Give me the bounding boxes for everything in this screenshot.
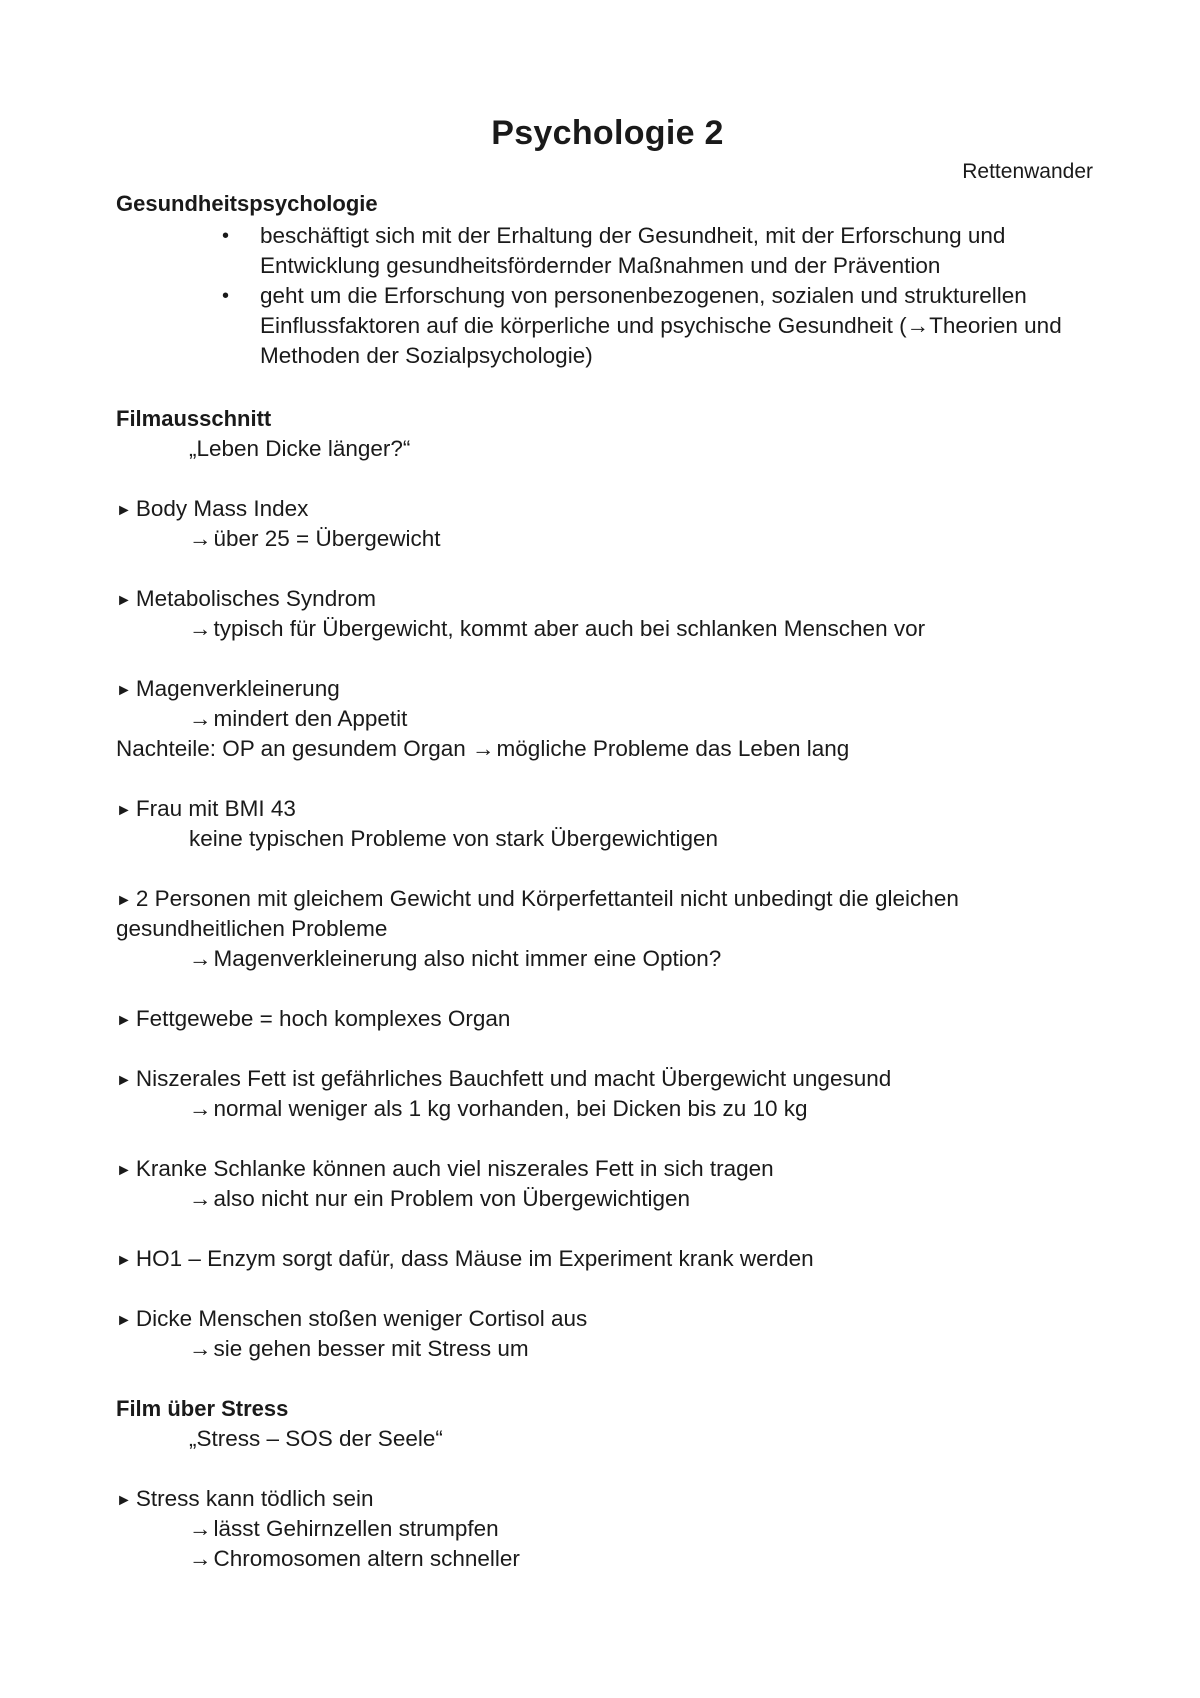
list-item: ► Metabolisches Syndrom [116, 584, 376, 616]
bullet-text: beschäftigt sich mit der Erhaltung der Gesundheit, mit der Erforschung und [260, 223, 1006, 248]
bullet-text: Methoden der Sozialpsychologie) [260, 343, 593, 368]
list-item: ► Dicke Menschen stoßen weniger Cortisol aus [116, 1304, 587, 1336]
list-item: ► Frau mit BMI 43 [116, 794, 296, 826]
right-arrow-icon: → [189, 946, 212, 971]
bullet-dot: • [222, 225, 230, 247]
list-item-detail: →normal weniger als 1 kg vorhanden, bei Dicken bis zu 10 kg [189, 1096, 808, 1121]
list-item: ► Niszerales Fett ist gefährliches Bauchfett und macht Übergewicht ungesund [116, 1064, 891, 1096]
bullet-text: Entwicklung gesundheitsfördernder Maßnahmen und der Prävention [260, 253, 941, 278]
page-title: Psychologie 2 [491, 114, 724, 152]
right-arrow-icon: → [189, 706, 212, 731]
right-arrow-icon: → [189, 1186, 212, 1211]
film-subtitle: „Stress – SOS der Seele“ [189, 1426, 443, 1451]
right-arrow-icon: → [189, 526, 212, 551]
bullet-dot: • [222, 285, 230, 307]
right-arrow-icon: → [189, 1516, 212, 1541]
list-item-detail: →über 25 = Übergewicht [189, 526, 441, 551]
film-subtitle: „Leben Dicke länger?“ [189, 436, 411, 461]
list-item: ► Magenverkleinerung [116, 674, 340, 706]
list-item-detail: keine typischen Probleme von stark Übergewichtigen [189, 826, 719, 851]
right-arrow-icon: → [189, 1336, 212, 1361]
triangle-pointer-icon: ► [116, 1162, 132, 1179]
right-arrow-icon: → [189, 1096, 212, 1121]
triangle-pointer-icon: ► [116, 502, 132, 519]
section-heading-gesundheitspsychologie: Gesundheitspsychologie [116, 191, 378, 216]
list-item: ► Body Mass Index [116, 494, 308, 526]
list-item: ► HO1 – Enzym sorgt dafür, dass Mäuse im Experiment krank werden [116, 1244, 814, 1276]
triangle-pointer-icon: ► [116, 1312, 132, 1329]
list-item-detail: →Magenverkleinerung also nicht immer eine Option? [189, 946, 722, 971]
triangle-pointer-icon: ► [116, 1252, 132, 1269]
list-item-detail: →Chromosomen altern schneller [189, 1546, 520, 1571]
section-heading-filmausschnitt: Filmausschnitt [116, 406, 272, 431]
list-item: ► Kranke Schlanke können auch viel niszerales Fett in sich tragen [116, 1154, 774, 1186]
list-item: ► Fettgewebe = hoch komplexes Organ [116, 1004, 510, 1036]
triangle-pointer-icon: ► [116, 592, 132, 609]
right-arrow-icon: → [472, 736, 495, 761]
triangle-pointer-icon: ► [116, 802, 132, 819]
bullet-text: geht um die Erforschung von personenbezogenen, sozialen und strukturellen [260, 283, 1027, 308]
list-item-detail: →also nicht nur ein Problem von Übergewichtigen [189, 1186, 691, 1211]
triangle-pointer-icon: ► [116, 1072, 132, 1089]
list-item: ► 2 Personen mit gleichem Gewicht und Körperfettanteil nicht unbedingt die gleichen [116, 884, 959, 916]
list-item-note: Nachteile: OP an gesundem Organ →mögliche Probleme das Leben lang [116, 736, 850, 761]
list-item-detail: →mindert den Appetit [189, 706, 408, 731]
list-item: ► Stress kann tödlich sein [116, 1484, 373, 1516]
list-item-detail: →typisch für Übergewicht, kommt aber auch bei schlanken Menschen vor [189, 616, 926, 641]
bullet-text: Einflussfaktoren auf die körperliche und psychische Gesundheit (→Theorien und [260, 313, 1062, 338]
list-item-continuation: gesundheitlichen Probleme [116, 916, 388, 941]
section-heading-film-ueber-stress: Film über Stress [116, 1396, 289, 1421]
right-arrow-icon: → [189, 1546, 212, 1571]
right-arrow-icon: → [189, 616, 212, 641]
list-item-detail: →lässt Gehirnzellen strumpfen [189, 1516, 499, 1541]
author-name: Rettenwander [962, 160, 1093, 183]
triangle-pointer-icon: ► [116, 682, 132, 699]
triangle-pointer-icon: ► [116, 892, 132, 909]
list-item-detail: →sie gehen besser mit Stress um [189, 1336, 529, 1361]
triangle-pointer-icon: ► [116, 1012, 132, 1029]
triangle-pointer-icon: ► [116, 1492, 132, 1509]
